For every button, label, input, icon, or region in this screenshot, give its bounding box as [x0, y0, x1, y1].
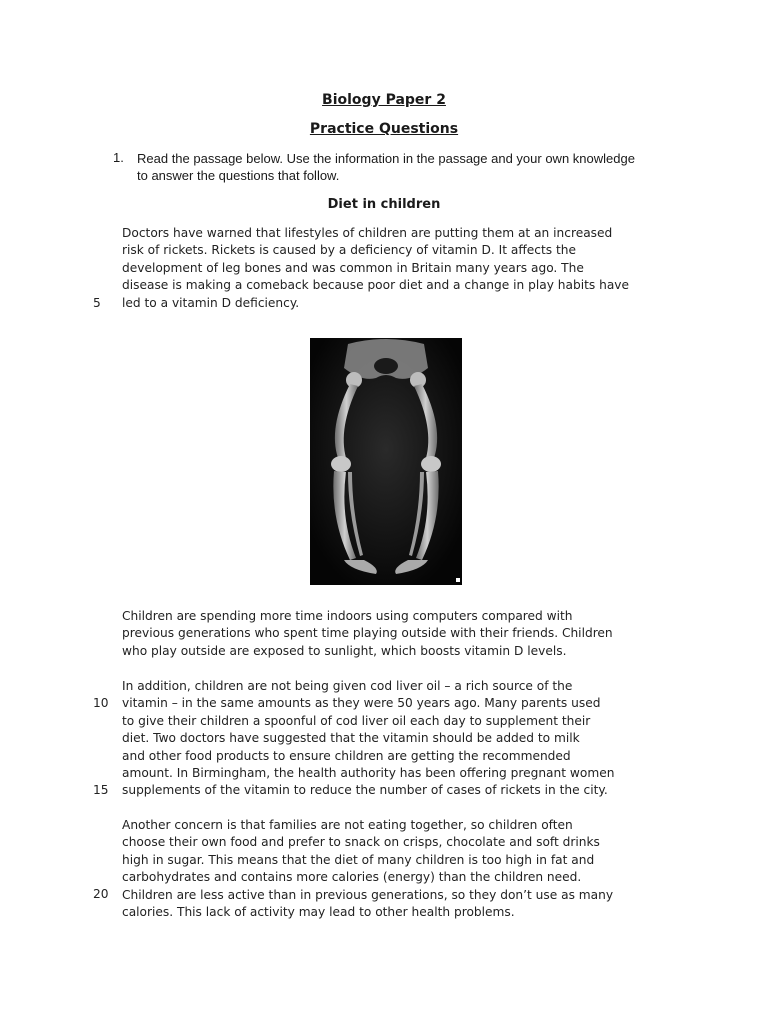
question-line: Read the passage below. Use the information in the passage and your own knowledge	[137, 151, 635, 166]
passage-line: Children are less active than in previous generations, so they don’t use as many	[122, 887, 614, 902]
question-line: to answer the questions that follow.	[137, 168, 340, 183]
passage-line: led to a vitamin D deficiency.	[122, 295, 300, 310]
passage-line: supplements of the vitamin to reduce the number of cases of rickets in the city.	[122, 783, 608, 798]
passage-line: carbohydrates and contains more calories (energy) than the children need.	[122, 870, 582, 885]
xray-image	[310, 338, 462, 585]
question-text	[137, 150, 697, 184]
passage-line: risk of rickets. Rickets is caused by a deficiency of vitamin D. It affects the	[122, 243, 576, 258]
passage-line: development of leg bones and was common in Britain many years ago. The	[122, 260, 584, 275]
passage-line: diet. Two doctors have suggested that the vitamin should be added to milk	[122, 731, 580, 746]
passage-line: to give their children a spoonful of cod liver oil each day to supplement their	[122, 713, 591, 728]
passage-line: Doctors have warned that lifestyles of children are putting them at an increased	[122, 226, 613, 240]
passage-paragraph-3	[122, 678, 642, 800]
line-number-5: 5	[93, 296, 101, 310]
passage-line: previous generations who spent time playing outside with their friends. Children	[122, 626, 613, 641]
page-title: Biology Paper 2	[322, 92, 446, 108]
passage-line: choose their own food and prefer to snack on crisps, chocolate and soft drinks	[122, 835, 600, 850]
page-subtitle: Practice Questions	[309, 121, 459, 137]
line-number-15: 15	[93, 783, 109, 797]
passage-paragraph-2	[122, 608, 642, 660]
line-number-20: 20	[93, 887, 109, 901]
passage-paragraph-1	[122, 225, 642, 312]
passage-line: high in sugar. This means that the diet of many children is too high in fat and	[122, 852, 595, 867]
passage-title: Diet in children	[327, 197, 441, 212]
passage-line: and other food products to ensure children are getting the recommended	[122, 748, 571, 763]
line-number-10: 10	[93, 696, 109, 710]
passage-line: Another concern is that families are not eating together, so children often	[122, 818, 573, 832]
passage-line: Children are spending more time indoors using computers compared with	[122, 609, 573, 623]
passage-line: vitamin – in the same amounts as they were 50 years ago. Many parents used	[122, 696, 601, 711]
passage-line: who play outside are exposed to sunlight, which boosts vitamin D levels.	[122, 643, 567, 658]
passage-line: amount. In Birmingham, the health authority has been offering pregnant women	[122, 766, 615, 781]
question-number: 1.	[113, 150, 124, 165]
passage-line: disease is making a comeback because poor diet and a change in play habits have	[122, 278, 630, 293]
passage-line: calories. This lack of activity may lead to other health problems.	[122, 905, 515, 920]
passage-paragraph-4	[122, 817, 642, 921]
passage-line: In addition, children are not being given cod liver oil – a rich source of the	[122, 679, 573, 693]
